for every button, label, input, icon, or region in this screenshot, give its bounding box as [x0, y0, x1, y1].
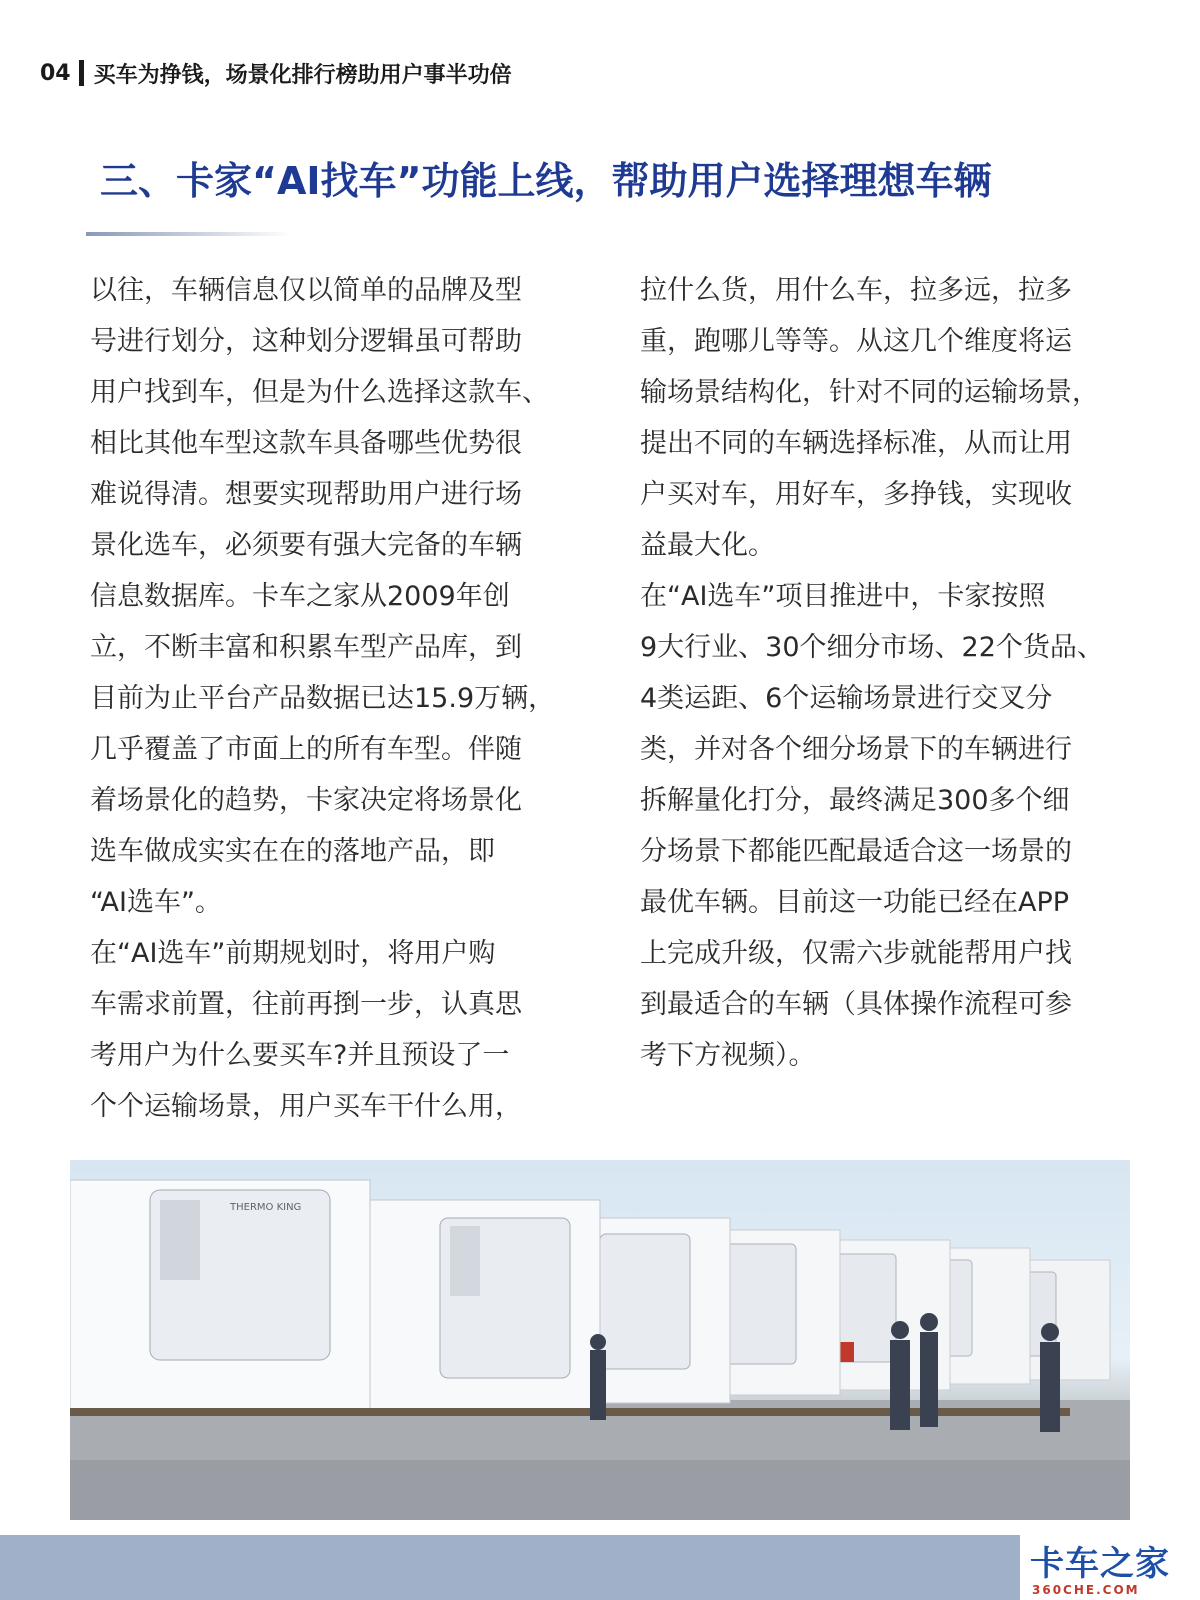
- right-text-column: [640, 265, 1120, 1081]
- paragraph-line: 分场景下都能匹配最适合这一场景的: [640, 836, 1072, 867]
- paragraph-line: 最优车辆。目前这一功能已经在APP: [640, 887, 1070, 918]
- paragraph-line: 信息数据库。卡车之家从2009年创: [90, 581, 510, 612]
- header-title: 买车为挣钱，场景化排行榜助用户事半功倍: [93, 62, 512, 88]
- header-divider: [79, 60, 84, 86]
- paragraph-line: 难说得清。想要实现帮助用户进行场: [90, 479, 522, 510]
- paragraph-line: 几乎覆盖了市面上的所有车型。伴随: [90, 734, 522, 765]
- paragraph-line: 着场景化的趋势，卡家决定将场景化: [90, 785, 522, 816]
- paragraph-line: 拉什么货，用什么车，拉多远，拉多: [640, 275, 1072, 306]
- paragraph-line: 以往，车辆信息仅以简单的品牌及型: [90, 275, 522, 306]
- paragraph-line: 立，不断丰富和积累车型产品库，到: [90, 632, 522, 663]
- paragraph-line: 户买对车，用好车，多挣钱，实现收: [640, 479, 1072, 510]
- paragraph-line: 号进行划分，这种划分逻辑虽可帮助: [90, 326, 522, 357]
- paragraph-line: 用户找到车，但是为什么选择这款车、: [90, 377, 549, 408]
- trailer-near-2: [340, 1200, 600, 1410]
- photo-illustration: [70, 1160, 1130, 1520]
- refrigerated-trucks-photo: [70, 1160, 1130, 1520]
- paragraph-line: 考用户为什么要买车?并且预设了一: [90, 1040, 510, 1071]
- paragraph-line: 输场景结构化，针对不同的运输场景，: [640, 377, 1099, 408]
- unit-brand-label: THERMO KING: [230, 1202, 302, 1213]
- page-number: 04: [40, 60, 71, 86]
- paragraph-line: 上完成升级，仅需六步就能帮用户找: [640, 938, 1072, 969]
- paragraph-line: 相比其他车型这款车具备哪些优势很: [90, 428, 522, 459]
- paragraph-line: 类，并对各个细分场景下的车辆进行: [640, 734, 1072, 765]
- trailer-near-1: [70, 1180, 370, 1410]
- footer-band: [0, 1535, 1020, 1600]
- paragraph-line: 考下方视频）。: [640, 1040, 816, 1071]
- logo-brand-text: 卡车之家: [1030, 1544, 1170, 1584]
- paragraph-line: 个个运输场景，用户买车干什么用，: [90, 1091, 522, 1122]
- paragraph-line: 在“AI选车”项目推进中，卡家按照: [640, 581, 1046, 612]
- brand-logo: [1030, 1545, 1190, 1595]
- paragraph-line: “AI选车”。: [90, 887, 222, 918]
- paragraph-line: 9大行业、30个细分市场、22个货品、: [640, 632, 1104, 663]
- paragraph-line: 提出不同的车辆选择标准，从而让用: [640, 428, 1072, 459]
- logo-site-text: 360CHE.COM: [1032, 1583, 1140, 1597]
- paragraph-line: 拆解量化打分，最终满足300多个细: [640, 785, 1070, 816]
- page-header: [40, 56, 512, 90]
- paragraph-line: 选车做成实实在在的落地产品，即: [90, 836, 495, 867]
- section-title: 三、卡家“AI找车”功能上线，帮助用户选择理想车辆: [100, 159, 992, 203]
- paragraph-line: 车需求前置，往前再捯一步，认真思: [90, 989, 522, 1020]
- paragraph-line: 4类运距、6个运输场景进行交叉分: [640, 683, 1053, 714]
- paragraph-line: 目前为止平台产品数据已达15.9万辆，: [90, 683, 556, 714]
- paragraph-line: 重，跑哪儿等等。从这几个维度将运: [640, 326, 1072, 357]
- title-underline: [86, 232, 291, 236]
- paragraph-line: 在“AI选车”前期规划时，将用户购: [90, 938, 496, 969]
- paragraph-line: 益最大化。: [640, 530, 775, 561]
- left-text-column: [90, 265, 570, 1132]
- paragraph-line: 景化选车，必须要有强大完备的车辆: [90, 530, 522, 561]
- paragraph-line: 到最适合的车辆（具体操作流程可参: [640, 989, 1072, 1020]
